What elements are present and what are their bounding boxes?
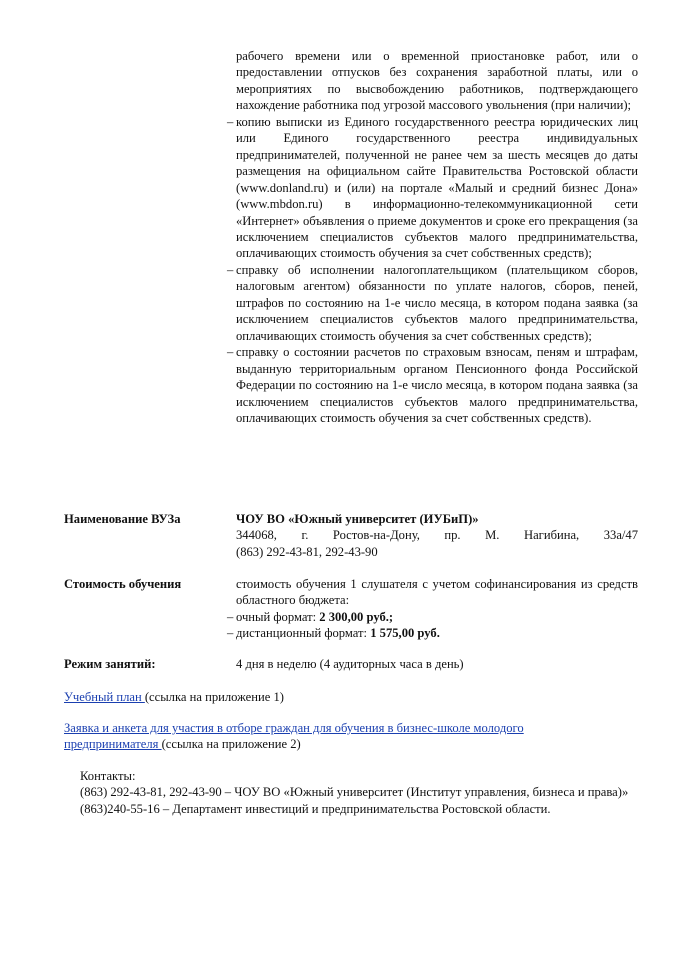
university-value	[236, 511, 638, 560]
application-link-text-1[interactable]: Заявка и анкета для участия в отборе граждан для обучения в бизнес-школе молодого	[64, 721, 524, 735]
list-item-text: справку о состоянии расчетов по страховым взносам, пеням и штрафам, выданную территориальным органом Пенсионного фонда Российской Федерации по состоянию на 1-е число месяца, в котором подана заявка (за исключением специалистов субъектов малого предпринимательства, оплачивающих стоимость обучения за счет собственных средств).	[236, 345, 638, 425]
dash-bullet: –	[227, 345, 234, 360]
cost-distance	[227, 625, 638, 641]
list-item-text: справку об исполнении налогоплательщиком (плательщиком сборов, налоговым агентом) обязанности по уплате налогов, сборов, пеней, штрафов по состоянию на 1-е число месяца, в котором подана заявка (за исключением специалистов субъектов малого предпринимательства, оплачивающих стоимость обучения за счет собственных средств);	[236, 262, 638, 343]
university-address: 344068, г. Ростов-на-Дону, пр. М. Нагибина, 33а/47	[236, 528, 638, 543]
distance-price: 1 575,00 руб.	[370, 626, 440, 641]
schedule-value: 4 дня в неделю (4 аудиторных часа в день)	[236, 657, 464, 671]
dash-bullet: –	[227, 609, 234, 624]
university-name: ЧОУ ВО «Южный университет (ИУБиП)»	[236, 512, 479, 526]
study-plan-line	[64, 689, 638, 705]
fulltime-label: очный формат:	[236, 609, 317, 624]
list-item	[227, 114, 638, 262]
university-label: Наименование ВУЗа	[64, 512, 181, 526]
lead-paragraph: рабочего времени или о временной приостановке работ, или о предоставлении отпусков без сохранения заработной платы, или о мероприятиях по высвобождению работников, подтверждающего нахождение работника под угрозой массового увольнения (при наличии);	[236, 49, 638, 113]
dash-bullet: –	[227, 114, 234, 129]
application-link-text-2[interactable]: предпринимателя	[64, 737, 162, 752]
fulltime-price: 2 300,00 руб.;	[319, 609, 394, 624]
schedule-label: Режим занятий:	[64, 657, 156, 671]
contacts-heading: Контакты:	[80, 769, 136, 783]
distance-label: дистанционный формат:	[236, 626, 368, 641]
cost-label: Стоимость обучения	[64, 577, 182, 591]
dash-bullet: –	[227, 626, 234, 641]
list-item	[227, 344, 638, 426]
cost-fulltime	[227, 609, 638, 625]
requirements-continuation	[227, 48, 638, 426]
application-note: (ссылка на приложение 2)	[161, 737, 301, 752]
list-item-text: копию выписки из Единого государственного реестра юридических лиц или Единого государственного реестра индивидуальных предпринимателей, полученной не ранее чем за шесть месяцев до даты размещения на официальном сайте Правительства Ростовской области (www.donland.ru) и (или) на портале «Малый и средний бизнес Дона» (www.mbdon.ru) в информационно-телекоммуникационной сети «Интернет» объявления о приеме документов и сроке его прекращения (за исключением специалистов субъектов малого предпринимательства, оплачивающих стоимость обучения за счет собственных средств);	[236, 114, 638, 261]
contacts-block	[80, 768, 646, 817]
university-phones: (863) 292-43-81, 292-43-90	[236, 544, 378, 559]
contacts-line-university: (863) 292-43-81, 292-43-90 – ЧОУ ВО «Южный университет (Институт управления, бизнеса и права)»	[80, 785, 629, 800]
dash-bullet: –	[227, 262, 234, 277]
cost-value	[227, 576, 638, 642]
study-plan-link[interactable]: Учебный план	[64, 690, 145, 704]
contacts-line-department: (863)240-55-16 – Департамент инвестиций и предпринимательства Ростовской области.	[80, 801, 551, 816]
application-line	[64, 720, 638, 753]
cost-intro: стоимость обучения 1 слушателя с учетом софинансирования из средств областного бюджета:	[236, 577, 638, 608]
list-item	[227, 262, 638, 344]
study-plan-note: (ссылка на приложение 1)	[144, 690, 284, 704]
